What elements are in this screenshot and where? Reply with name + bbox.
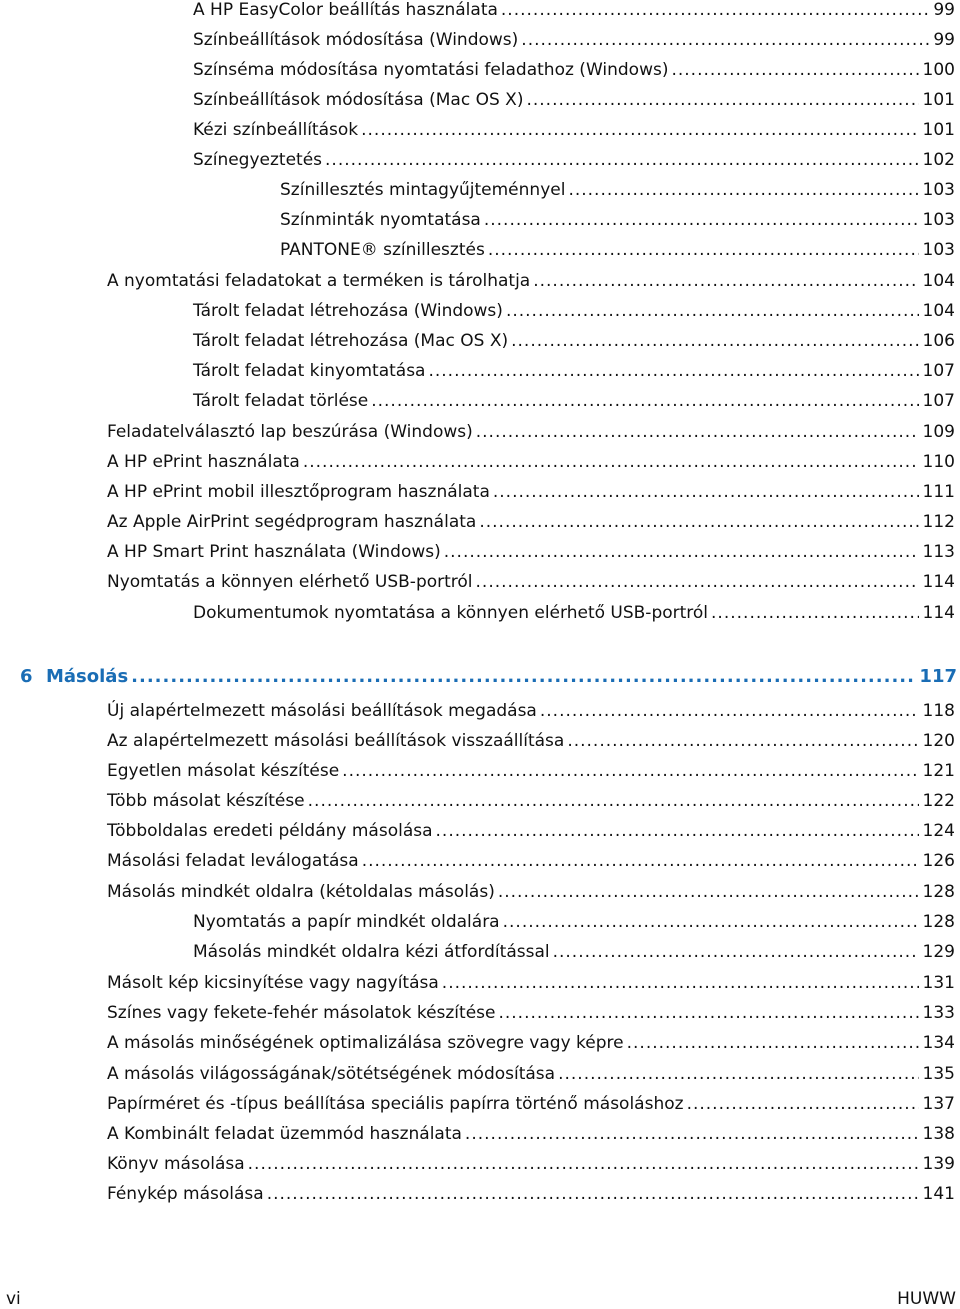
toc-entry[interactable]: [107, 850, 955, 872]
toc-entry-page: 134: [922, 1033, 955, 1053]
toc-entry[interactable]: [107, 790, 955, 812]
toc-entry[interactable]: [107, 270, 955, 292]
toc-entry-page: 104: [922, 301, 955, 321]
toc-leader-dots: [444, 541, 919, 563]
toc-leader-dots: [308, 790, 919, 812]
toc-entry-label: Tárolt feladat törlése: [193, 391, 369, 411]
toc-leader-dots: [511, 330, 918, 352]
toc-entry-page: 113: [922, 542, 955, 562]
toc-leader-dots: [498, 1002, 918, 1024]
toc-leader-dots: [506, 300, 919, 322]
toc-entry-label: Másolás mindkét oldalra (kétoldalas másolás): [107, 882, 495, 902]
toc-entry-label: Színbeállítások módosítása (Windows): [193, 30, 519, 50]
toc-leader-dots: [436, 820, 919, 842]
toc-leader-dots: [711, 602, 919, 624]
toc-entry-page: 106: [922, 331, 955, 351]
toc-entry-page: 114: [922, 572, 955, 592]
toc-entry-label: Könyv másolása: [107, 1154, 245, 1174]
toc-entry-page: 133: [922, 1003, 955, 1023]
toc-entry-label: A másolás minőségének optimalizálása szövegre vagy képre: [107, 1033, 624, 1053]
toc-leader-dots: [465, 1123, 919, 1145]
toc-entry-label: Tárolt feladat kinyomtatása: [193, 361, 426, 381]
toc-entry-page: 129: [922, 942, 955, 962]
footer-language-code: HUWW: [897, 1289, 956, 1309]
toc-entry[interactable]: [193, 300, 955, 322]
toc-leader-dots: [361, 119, 918, 141]
chapter-number: 6: [20, 666, 33, 687]
toc-entry-page: 107: [922, 391, 955, 411]
toc-entry-label: Másolási feladat leválogatása: [107, 851, 359, 871]
toc-leader-dots: [303, 451, 919, 473]
toc-leader-dots: [267, 1183, 919, 1205]
toc-leader-dots: [533, 270, 918, 292]
toc-leader-dots: [342, 760, 918, 782]
toc-entry-label: Másolt kép kicsinyítése vagy nagyítása: [107, 973, 439, 993]
toc-entry-page: 128: [922, 882, 955, 902]
toc-entry-label: A nyomtatási feladatokat a terméken is tárolhatja: [107, 271, 531, 291]
toc-entry[interactable]: [193, 330, 955, 352]
toc-entry-page: 121: [922, 761, 955, 781]
toc-leader-dots: [428, 360, 918, 382]
toc-leader-dots: [503, 911, 919, 933]
toc-entry[interactable]: [107, 1002, 955, 1024]
toc-entry[interactable]: [193, 602, 955, 624]
toc-leader-dots: [484, 209, 919, 231]
toc-leader-dots: [521, 29, 929, 51]
toc-entry-page: 124: [922, 821, 955, 841]
toc-entry-page: 137: [922, 1094, 955, 1114]
toc-entry[interactable]: [107, 1063, 955, 1085]
toc-entry-page: 138: [922, 1124, 955, 1144]
toc-leader-dots: [488, 239, 919, 261]
toc-entry-label: Feladatelválasztó lap beszúrása (Windows): [107, 422, 473, 442]
toc-entry-page: 122: [922, 791, 955, 811]
toc-entry-label: A HP Smart Print használata (Windows): [107, 542, 441, 562]
toc-entry-label: Nyomtatás a könnyen elérhető USB-portról: [107, 572, 473, 592]
toc-leader-dots: [371, 390, 918, 412]
toc-leader-dots: [442, 972, 919, 994]
toc-leader-dots: [476, 571, 919, 593]
toc-entry[interactable]: [193, 360, 955, 382]
toc-entry[interactable]: [280, 209, 955, 231]
toc-entry-label: Egyetlen másolat készítése: [107, 761, 340, 781]
toc-entry[interactable]: [193, 0, 955, 21]
toc-entry-label: Másolás mindkét oldalra kézi átfordítással: [193, 942, 550, 962]
toc-entry-page: 109: [922, 422, 955, 442]
toc-entry-page: 141: [922, 1184, 955, 1204]
toc-leader-dots: [131, 665, 915, 689]
toc-leader-dots: [501, 0, 929, 21]
toc-leader-dots: [476, 421, 919, 443]
toc-leader-dots: [362, 850, 919, 872]
toc-entry-label: Papírméret és -típus beállítása speciális papírra történő másoláshoz: [107, 1094, 684, 1114]
toc-entry-label: Több másolat készítése: [107, 791, 305, 811]
toc-leader-dots: [493, 481, 919, 503]
toc-entry-label: Új alapértelmezett másolási beállítások megadása: [107, 701, 537, 721]
toc-entry[interactable]: [107, 760, 955, 782]
toc-entry[interactable]: [107, 451, 955, 473]
toc-entry-page: 131: [922, 973, 955, 993]
toc-entry-page: 100: [922, 60, 955, 80]
toc-entry-page: 103: [922, 240, 955, 260]
toc-entry[interactable]: [107, 972, 955, 994]
toc-entry-label: Fénykép másolása: [107, 1184, 264, 1204]
toc-leader-dots: [687, 1093, 919, 1115]
toc-entry-page: 101: [922, 120, 955, 140]
toc-entry-label: Dokumentumok nyomtatása a könnyen elérhető USB-portról: [193, 603, 709, 623]
toc-entry[interactable]: [107, 541, 955, 563]
chapter-title: Másolás: [46, 666, 129, 687]
toc-entry[interactable]: [107, 881, 955, 903]
toc-entry[interactable]: [193, 89, 955, 111]
toc-leader-dots: [568, 179, 918, 201]
toc-entry-label: Színegyeztetés: [193, 150, 323, 170]
toc-entry-label: A másolás világosságának/sötétségének módosítása: [107, 1064, 556, 1084]
toc-entry[interactable]: [107, 481, 955, 503]
toc-entry-label: A HP EasyColor beállítás használata: [193, 0, 498, 20]
toc-entry-label: A Kombinált feladat üzemmód használata: [107, 1124, 462, 1144]
toc-entry-label: Az alapértelmezett másolási beállítások visszaállítása: [107, 731, 565, 751]
toc-entry-page: 135: [922, 1064, 955, 1084]
toc-leader-dots: [248, 1153, 919, 1175]
toc-leader-dots: [540, 700, 919, 722]
toc-entry[interactable]: [193, 119, 955, 141]
toc-entry-label: Nyomtatás a papír mindkét oldalára: [193, 912, 500, 932]
toc-entry[interactable]: [193, 911, 955, 933]
toc-entry[interactable]: [107, 421, 955, 443]
toc-leader-dots: [325, 149, 919, 171]
toc-entry[interactable]: [107, 511, 955, 533]
toc-entry-page: 107: [922, 361, 955, 381]
chapter-heading[interactable]: [20, 665, 957, 689]
toc-entry-page: 139: [922, 1154, 955, 1174]
toc-entry[interactable]: [107, 1183, 955, 1205]
toc-entry[interactable]: [193, 390, 955, 412]
toc-entry[interactable]: [193, 941, 955, 963]
toc-leader-dots: [567, 730, 918, 752]
toc-entry-label: Színminták nyomtatása: [280, 210, 481, 230]
toc-entry[interactable]: [193, 29, 955, 51]
toc-entry[interactable]: [193, 149, 955, 171]
toc-entry-label: Kézi színbeállítások: [193, 120, 359, 140]
toc-leader-dots: [526, 89, 918, 111]
toc-entry-label: A HP ePrint használata: [107, 452, 300, 472]
toc-entry[interactable]: [107, 1093, 955, 1115]
toc-entry[interactable]: [107, 1032, 955, 1054]
toc-entry-page: 114: [922, 603, 955, 623]
toc-entry-page: 112: [922, 512, 955, 532]
toc-entry-page: 111: [922, 482, 955, 502]
toc-entry-page: 102: [922, 150, 955, 170]
footer-page-number: vi: [6, 1289, 21, 1309]
toc-leader-dots: [553, 941, 919, 963]
toc-entry-label: PANTONE® színillesztés: [280, 240, 485, 260]
toc-entry-label: Színséma módosítása nyomtatási feladathoz (Windows): [193, 60, 669, 80]
toc-entry-label: Tárolt feladat létrehozása (Windows): [193, 301, 503, 321]
toc-entry[interactable]: [107, 820, 955, 842]
toc-leader-dots: [627, 1032, 919, 1054]
toc-entry-page: 99: [933, 30, 955, 50]
toc-entry-label: Színes vagy fekete-fehér másolatok készítése: [107, 1003, 496, 1023]
toc-entry-page: 118: [922, 701, 955, 721]
toc-entry-label: Többoldalas eredeti példány másolása: [107, 821, 433, 841]
toc-entry[interactable]: [107, 700, 955, 722]
toc-entry-page: 103: [922, 180, 955, 200]
toc-entry-label: Színbeállítások módosítása (Mac OS X): [193, 90, 524, 110]
toc-leader-dots: [498, 881, 919, 903]
toc-entry-page: 128: [922, 912, 955, 932]
toc-entry-page: 103: [922, 210, 955, 230]
toc-entry-page: 120: [922, 731, 955, 751]
toc-entry-label: Tárolt feladat létrehozása (Mac OS X): [193, 331, 509, 351]
toc-leader-dots: [558, 1063, 918, 1085]
toc-entry-page: 101: [922, 90, 955, 110]
toc-entry[interactable]: [280, 239, 955, 261]
toc-entry[interactable]: [280, 179, 955, 201]
toc-entry-page: 99: [933, 0, 955, 20]
toc-entry-page: 104: [922, 271, 955, 291]
toc-entry-label: Az Apple AirPrint segédprogram használata: [107, 512, 477, 532]
toc-entry[interactable]: [107, 1153, 955, 1175]
chapter-page: 117: [919, 666, 957, 687]
toc-entry-page: 110: [922, 452, 955, 472]
toc-entry-label: A HP ePrint mobil illesztőprogram használata: [107, 482, 490, 502]
toc-entry[interactable]: [107, 1123, 955, 1145]
toc-entry[interactable]: [107, 730, 955, 752]
toc-entry[interactable]: [193, 59, 955, 81]
toc-entry-page: 126: [922, 851, 955, 871]
toc-leader-dots: [479, 511, 918, 533]
toc-entry-label: Színillesztés mintagyűjteménnyel: [280, 180, 566, 200]
toc-entry[interactable]: [107, 571, 955, 593]
toc-leader-dots: [671, 59, 918, 81]
